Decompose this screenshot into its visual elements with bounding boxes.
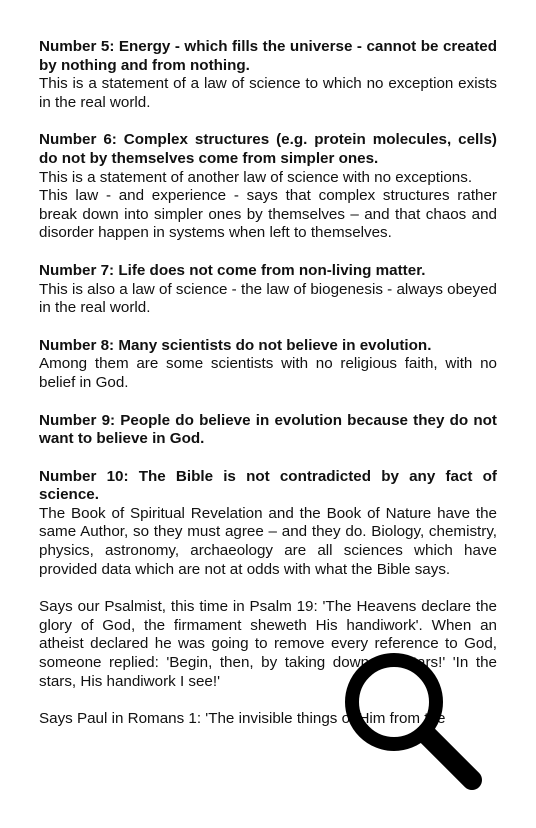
section-heading: Number 8: Many scientists do not believe in evolution. xyxy=(39,336,432,354)
section-heading: Number 7: Life does not come from non-living matter. xyxy=(39,261,426,279)
section-paragraph: The Book of Spiritual Revelation and the Book of Nature have the same Author, so they must agree – and they do. Biology, chemistry, physics, astronomy, archaeology are all sciences which have provided data which are not at odds with what the Bible says. xyxy=(39,504,497,578)
section-paragraph: This is also a law of science - the law of biogenesis - always obeyed in the real world. xyxy=(39,280,497,317)
section-number-8 xyxy=(39,337,497,393)
romans-paragraph-block xyxy=(39,710,497,729)
section-heading: Number 10: The Bible is not contradicted by any fact of science. xyxy=(39,467,497,504)
section-number-9 xyxy=(39,412,497,449)
section-paragraph: Says our Psalmist, this time in Psalm 19: 'The Heavens declare the glory of God, the firmament sheweth His handiwork'. When an atheist declared he was going to remove every reference to God, someone replied: 'Begin, then, by taking down the stars!' 'In the stars, His handiwork I see!' xyxy=(39,598,497,690)
section-number-6 xyxy=(39,131,497,243)
section-heading: Number 6: Complex structures (e.g. protein molecules, cells) do not by themselves come from simpler ones. xyxy=(39,131,497,167)
section-paragraph: This is a statement of another law of science with no exceptions. xyxy=(39,168,473,186)
section-number-7 xyxy=(39,262,497,318)
section-number-5 xyxy=(39,38,497,112)
section-paragraph: This law - and experience - says that complex structures rather break down into simpler ones by themselves – and that chaos and disorder happen in systems when left to themselves. xyxy=(39,187,497,242)
section-paragraph: This is a statement of a law of science to which no exception exists in the real world. xyxy=(39,75,497,111)
section-number-10 xyxy=(39,468,497,580)
section-paragraph: Among them are some scientists with no religious faith, with no belief in God. xyxy=(39,355,497,391)
section-heading: Number 9: People do believe in evolution because they do not want to believe in God. xyxy=(39,411,497,448)
section-paragraph: Says Paul in Romans 1: 'The invisible things of Him from the xyxy=(39,710,446,728)
document-page xyxy=(39,38,497,748)
section-heading: Number 5: Energy - which fills the universe - cannot be created by nothing and from nothing. xyxy=(39,38,497,74)
psalm-paragraph-block xyxy=(39,598,497,691)
